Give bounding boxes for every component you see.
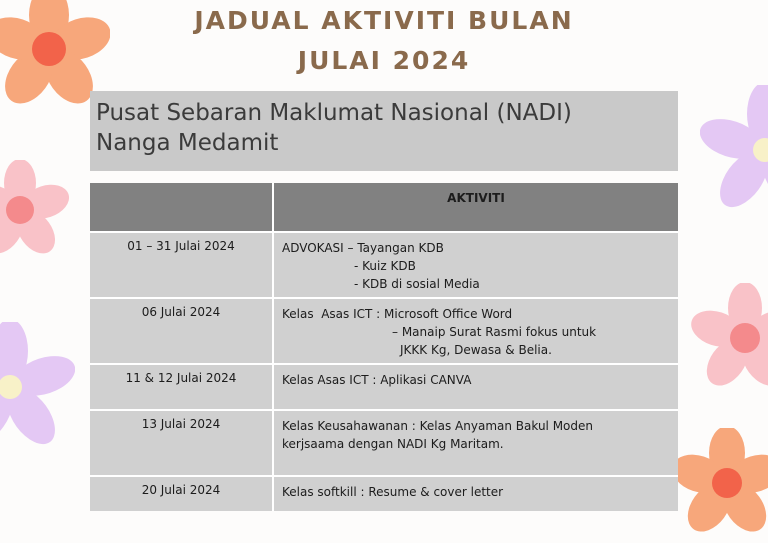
row-date: 13 Julai 2024 bbox=[90, 411, 274, 475]
activity-line: Kelas Asas ICT : Aplikasi CANVA bbox=[282, 373, 472, 387]
table-row bbox=[90, 299, 678, 365]
row-date: 06 Julai 2024 bbox=[90, 299, 274, 363]
row-date: 20 Julai 2024 bbox=[90, 477, 274, 511]
activity-line: ADVOKASI – Tayangan KDB bbox=[282, 241, 444, 255]
activity-line: Kelas softkill : Resume & cover letter bbox=[282, 485, 504, 499]
table-row bbox=[90, 365, 678, 411]
activity-header: AKTIVITI bbox=[447, 191, 505, 205]
row-activity bbox=[274, 477, 678, 511]
flower-lilac-right-icon bbox=[700, 85, 768, 215]
center-name-box bbox=[90, 91, 678, 171]
flower-pink-left-icon bbox=[0, 160, 70, 260]
flower-pink-right-icon bbox=[690, 283, 768, 393]
activity-line: kerjsaama dengan NADI Kg Maritam. bbox=[282, 437, 504, 451]
flower-orange-bottom-right-icon bbox=[672, 428, 768, 543]
activity-line: JKKK Kg, Dewasa & Belia. bbox=[400, 343, 552, 357]
activity-line: - KDB di sosial Media bbox=[354, 277, 480, 291]
row-date: 11 & 12 Julai 2024 bbox=[90, 365, 274, 409]
flower-lilac-left-icon bbox=[0, 322, 75, 452]
page-title-line2: JULAI 2024 bbox=[297, 46, 471, 75]
activity-line: Kelas Asas ICT : Microsoft Office Word bbox=[282, 307, 513, 321]
row-date: 01 – 31 Julai 2024 bbox=[90, 233, 274, 297]
table-row bbox=[90, 233, 678, 299]
table-header-row bbox=[90, 183, 678, 233]
row-activity bbox=[274, 233, 678, 297]
row-activity bbox=[274, 299, 678, 363]
page-title-line1: JADUAL AKTIVITI BULAN bbox=[194, 6, 574, 35]
center-name-line2: Nanga Medamit bbox=[96, 130, 279, 156]
row-activity bbox=[274, 411, 678, 475]
row-activity bbox=[274, 365, 678, 409]
activity-line: – Manaip Surat Rasmi fokus untuk bbox=[392, 325, 597, 339]
date-header bbox=[90, 183, 274, 231]
activity-table bbox=[90, 183, 678, 511]
center-name-line1: Pusat Sebaran Maklumat Nasional (NADI) bbox=[96, 100, 572, 126]
activity-line: Kelas Keusahawanan : Kelas Anyaman Bakul Moden bbox=[282, 419, 593, 433]
table-row bbox=[90, 411, 678, 477]
table-row bbox=[90, 477, 678, 511]
activity-line: - Kuiz KDB bbox=[354, 259, 416, 273]
